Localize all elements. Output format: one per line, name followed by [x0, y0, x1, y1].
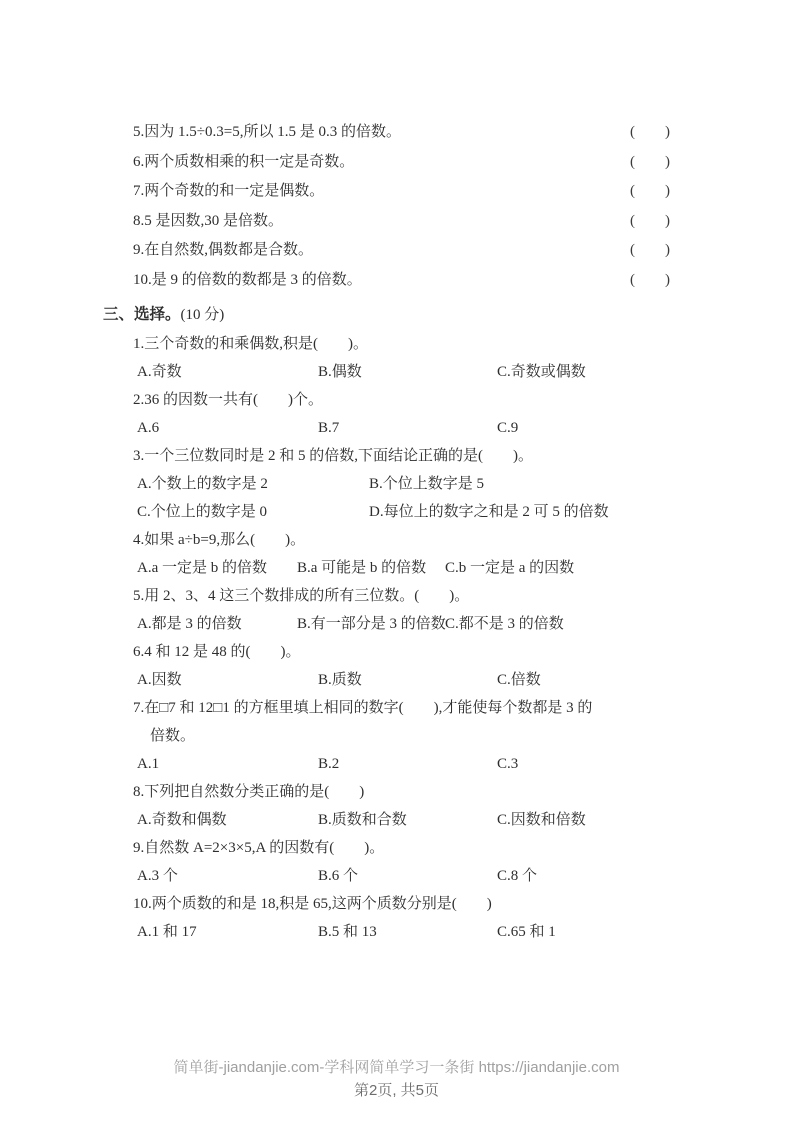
worksheet-content	[103, 118, 670, 946]
judge-item-text: 5.因为 1.5÷0.3=5,所以 1.5 是 0.3 的倍数。	[133, 124, 401, 140]
option-a: A.个数上的数字是 2	[137, 475, 268, 492]
question-text: 3.一个三位数同时是 2 和 5 的倍数,下面结论正确的是( )。	[133, 447, 533, 464]
question-text: 1.三个奇数的和乘偶数,积是( )。	[133, 335, 368, 352]
option-a: A.因数	[137, 671, 182, 688]
question-options	[133, 414, 670, 442]
option-a: A.都是 3 的倍数	[137, 615, 242, 632]
judge-list	[133, 118, 670, 296]
option-a: A.a 一定是 b 的倍数	[137, 559, 267, 576]
question-options	[133, 610, 670, 638]
question-options	[133, 470, 670, 498]
option-a: A.3 个	[137, 867, 178, 884]
judge-item	[133, 148, 670, 178]
option-a: A.1	[137, 755, 160, 772]
footer-site-line: 简单街-jiandanjie.com-学科网简单学习一条街 https://jiandanjie.com	[173, 1059, 620, 1076]
option-c: C.b 一定是 a 的因数	[445, 559, 575, 576]
question-options	[133, 750, 670, 778]
page-footer	[0, 1056, 793, 1102]
question-options	[133, 806, 670, 834]
question-text: 8.下列把自然数分类正确的是( )	[133, 783, 365, 800]
section-score: (10 分)	[180, 306, 225, 323]
answer-brackets: ( )	[630, 183, 670, 200]
option-b: B.7	[318, 419, 340, 436]
question-options	[133, 862, 670, 890]
answer-brackets: ( )	[630, 212, 670, 229]
answer-brackets: ( )	[630, 153, 670, 170]
judge-item-text: 6.两个质数相乘的积一定是奇数。	[133, 153, 355, 170]
option-c: C.都不是 3 的倍数	[445, 615, 564, 632]
judge-item-text: 7.两个奇数的和一定是偶数。	[133, 183, 325, 200]
question-text-continued: 倍数。	[150, 727, 196, 744]
option-b: B.质数	[318, 671, 362, 688]
option-b: B.有一部分是 3 的倍数	[297, 615, 446, 632]
option-b: B.6 个	[318, 867, 359, 884]
option-b: B.质数和合数	[318, 811, 407, 828]
option-c: C.奇数或偶数	[497, 363, 586, 380]
option-b: B.5 和 13	[318, 923, 377, 940]
judge-item	[133, 236, 670, 266]
option-c: C.9	[497, 419, 519, 436]
question-text: 9.自然数 A=2×3×5,A 的因数有( )。	[133, 839, 385, 856]
judge-item-text: 9.在自然数,偶数都是合数。	[133, 242, 314, 259]
option-b: B.2	[318, 755, 340, 772]
judge-item-text: 8.5 是因数,30 是倍数。	[133, 212, 284, 229]
question-text: 4.如果 a÷b=9,那么( )。	[133, 531, 306, 548]
option-b: B.偶数	[318, 363, 362, 380]
question-options	[133, 358, 670, 386]
judge-item	[133, 118, 670, 148]
question-options	[133, 918, 670, 946]
question-text: 2.36 的因数一共有( )个。	[133, 391, 323, 408]
option-c: C.因数和倍数	[497, 811, 586, 828]
question-options	[133, 666, 670, 694]
option-a: A.1 和 17	[137, 923, 197, 940]
judge-item	[133, 207, 670, 237]
question-text: 7.在□7 和 12□1 的方框里填上相同的数字( ),才能使每个数都是 3 的	[133, 699, 593, 716]
option-c: C.8 个	[497, 867, 538, 884]
answer-brackets: ( )	[630, 271, 670, 288]
option-c: C.65 和 1	[497, 923, 556, 940]
judge-item	[133, 177, 670, 207]
option-d: D.每位上的数字之和是 2 可 5 的倍数	[369, 503, 609, 520]
question-text: 10.两个质数的和是 18,积是 65,这两个质数分别是( )	[133, 895, 492, 912]
section-title: 三、选择。	[103, 305, 181, 323]
footer-page-number: 第2页, 共5页	[353, 1082, 440, 1099]
option-c: C.个位上的数字是 0	[137, 503, 268, 520]
section-header	[103, 300, 670, 330]
choice-question-list	[133, 330, 670, 946]
question-text: 6.4 和 12 是 48 的( )。	[133, 643, 301, 660]
option-c: C.3	[497, 755, 519, 772]
question-options	[133, 498, 670, 526]
answer-brackets: ( )	[630, 242, 670, 259]
option-b: B.个位上数字是 5	[369, 475, 485, 492]
question-text: 5.用 2、3、4 这三个数排成的所有三位数。( )。	[133, 587, 470, 604]
judge-item	[133, 266, 670, 296]
question-options	[133, 554, 670, 582]
answer-brackets: ( )	[630, 124, 670, 140]
option-a: A.奇数	[137, 363, 182, 380]
option-c: C.倍数	[497, 671, 541, 688]
option-a: A.6	[137, 419, 160, 436]
option-b: B.a 可能是 b 的倍数	[297, 559, 427, 576]
option-a: A.奇数和偶数	[137, 811, 227, 828]
judge-item-text: 10.是 9 的倍数的数都是 3 的倍数。	[133, 271, 362, 288]
